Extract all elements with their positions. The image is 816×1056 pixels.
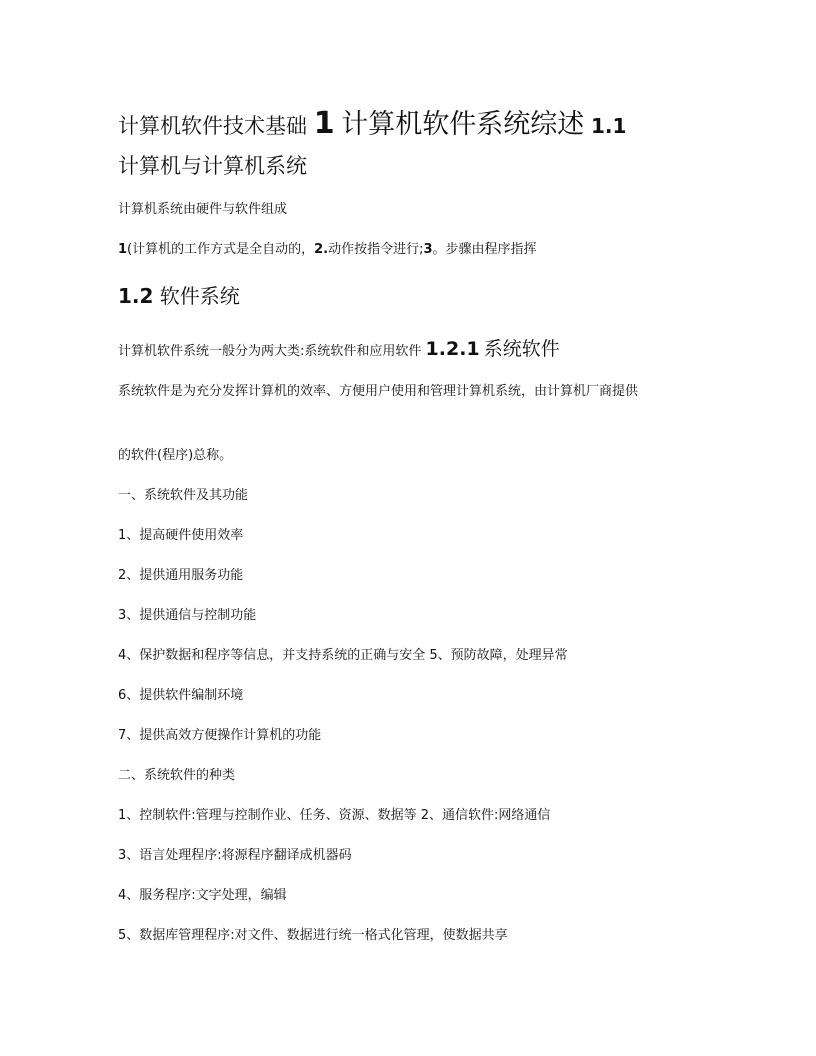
heading-system-software-functions: 一、系统软件及其功能 bbox=[118, 488, 249, 503]
section-title-1-1: 计算机与计算机系统 bbox=[118, 154, 307, 178]
heading-system-software-types: 二、系统软件的种类 bbox=[118, 768, 236, 783]
list-item: 3、语言处理程序:将源程序翻译成机器码 bbox=[118, 848, 352, 863]
para-system-composition: 计算机系统由硬件与软件组成 bbox=[118, 202, 288, 217]
feature-num-3: 3 bbox=[423, 242, 433, 257]
section-number-1-2-1: 1.2.1 bbox=[425, 338, 480, 360]
list-item: 4、保护数据和程序等信息，并支持系统的正确与安全 5、预防故障，处理异常 bbox=[118, 648, 568, 663]
feature-text-1: (计算机的工作方式是全自动的， bbox=[127, 242, 315, 257]
para-system-software-definition: 系统软件是为充分发挥计算机的效率、方便用户使用和管理计算机系统，由计算机厂商提供 bbox=[118, 384, 639, 399]
para-system-software-definition-end: 的软件(程序)总称。 bbox=[118, 448, 233, 463]
feature-text-2: 动作按指令进行; bbox=[328, 242, 424, 257]
list-item: 7、提供高效方便操作计算机的功能 bbox=[118, 728, 322, 743]
list-item: 5、数据库管理程序:对文件、数据进行统一格式化管理，使数据共享 bbox=[118, 928, 508, 943]
list-item: 2、提供通用服务功能 bbox=[118, 568, 244, 583]
para-computer-features bbox=[118, 240, 537, 260]
list-item: 1、控制软件:管理与控制作业、任务、资源、数据等 2、通信软件:网络通信 bbox=[118, 808, 551, 823]
title-prefix: 计算机软件技术基础 bbox=[118, 114, 307, 138]
section-title-1-2: 软件系统 bbox=[159, 284, 240, 308]
list-item: 1、提高硬件使用效率 bbox=[118, 528, 244, 543]
chapter-number: 1 bbox=[313, 106, 335, 141]
classification-text: 计算机软件系统一般分为两大类:系统软件和应用软件 bbox=[118, 344, 422, 359]
feature-num-1: 1 bbox=[118, 242, 128, 257]
chapter-title: 计算机软件系统综述 bbox=[341, 109, 585, 140]
document-title bbox=[118, 104, 708, 186]
list-item: 3、提供通信与控制功能 bbox=[118, 608, 257, 623]
list-item: 4、服务程序:文字处理，编辑 bbox=[118, 888, 287, 903]
section-title-1-2-1: 系统软件 bbox=[483, 338, 560, 360]
feature-text-3: 。步骤由程序指挥 bbox=[432, 242, 537, 257]
list-item: 6、提供软件编制环境 bbox=[118, 688, 244, 703]
section-number-1-1: 1.1 bbox=[590, 114, 627, 138]
feature-num-2: 2. bbox=[314, 242, 329, 257]
section-heading-1-2 bbox=[118, 280, 240, 309]
para-software-classification bbox=[118, 336, 560, 365]
section-number-1-2: 1.2 bbox=[118, 284, 154, 308]
